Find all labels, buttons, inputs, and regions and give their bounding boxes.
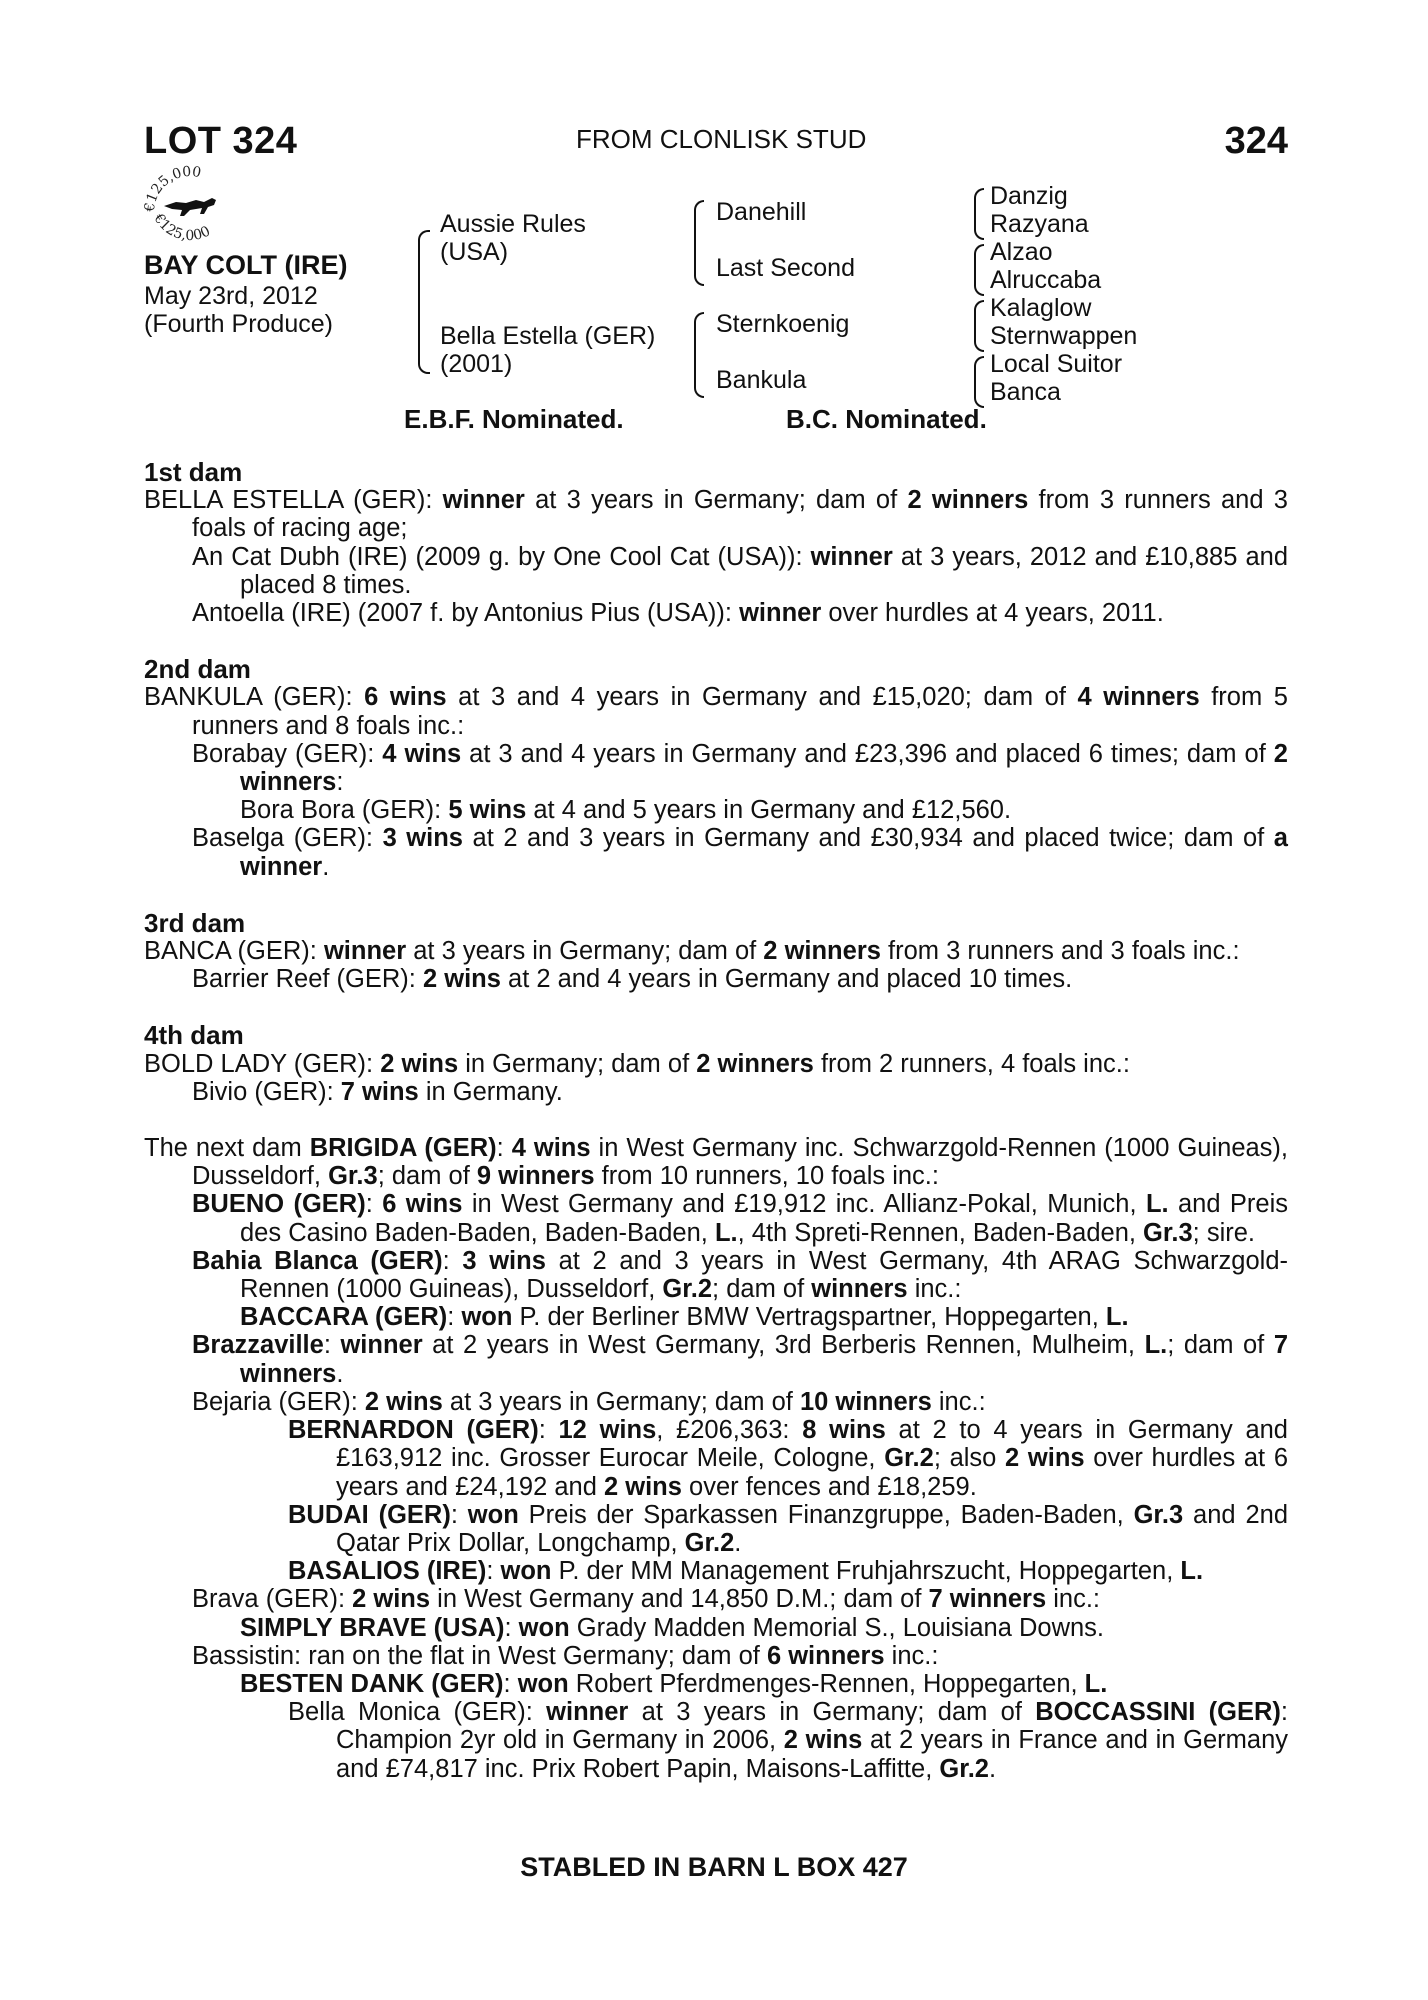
dam: Bella Estella (GER) (2001) (440, 322, 656, 378)
lot-title: LOT 324 (144, 120, 298, 162)
svg-text:€125,000: €125,000 (150, 211, 213, 245)
bc-nominated: B.C. Nominated. (786, 404, 987, 434)
sire-dam: Last Second (716, 254, 855, 282)
lot-number: 324 (1224, 120, 1288, 162)
sss: Danzig (990, 182, 1068, 210)
pedigree-brace (974, 300, 984, 352)
dam-line-text: 1st dam BELLA ESTELLA (GER): winner at 3 years in Germany; dam of 2 winners from 3 runners and 3 foals of racing age; An Cat Dubh (IRE) (2009 g. by One Cool Cat (USA)): winner at 3 years, 2012 and £10,885 and placed 8 times. Antoella (IRE) (2007 f. by Antonius Pius (USA)): winner over hurdles at 4 years, 2011. 2nd dam BANKULA (GER): 6 wins at 3 and 4 years in Germany and £15,020; dam of 4 winners from 5 runners and 8 foals inc.: Borabay (GER): 4 wins at 3 and 4 years in Germany and £23,396 and placed 6 times; dam of 2 winners: Bora Bora (GER): 5 wins at 4 and 5 years in Germany and £12,560. Baselga (GER): 3 wins at 2 and 3 years in Germany and £30,934 and placed twice; dam of a winner. 3rd dam BANCA (GER): winner at 3 years in Germany; dam of 2 winners from 3 runners and 3 foals inc.: Barrier Reef (GER): 2 wins at 2 and 4 years in Germany and placed 10 times. 4th dam BOLD LADY (GER): 2 wins in Germany; dam of 2 winners from 2 runners, 4 foals inc.: Bivio (GER): 7 wins in Germany. The next dam BRIGIDA (GER): 4 wins in West Germany inc. Schwarzgold-Rennen (1000 Guineas), Dusseldorf, Gr.3; dam of 9 winners from 10 runners, 10 foals inc.: BUENO (GER): 6 wins in West Germany and £19,912 inc. Allianz-Pokal, Munich, L. and Preis des Casino Baden-Baden, Baden-Baden, L., 4th Spreti-Rennen, Baden-Baden, Gr.3; sire. Bahia Blanca (GER): 3 wins at 2 and 3 years in West Germany, 4th ARAG Schwarzgold-Rennen (1000 Guineas), Dusseldorf, Gr.2; dam of winners inc.: BACCARA (GER): won P. der Berliner BMW Vertragspartner, Hoppegarten, L. Brazzaville: winner at 2 years in West Germany, 3rd Berberis Rennen, Mulheim, L.; dam of 7 winners. Bejaria (GER): 2 wins at 3 years in Germany; dam of 10 winners inc.: BERNARDON (GER): 12 wins, £206,363: 8 wins at 2 to 4 years in Germany and £163,912 inc. Grosser Eurocar Meile, Cologne, Gr.2; also 2 wins over hurdles at 6 years and £24,192 and 2 wins over fences and £18,259. BUDAI (GER): won Preis der Sparkassen Finanzgruppe, Baden-Baden, Gr.3 and 2nd Qatar Prix Dollar, Longchamp, Gr.2. BASALIOS (IRE): won P. der MM Management Fruhjahrszucht, Hoppegarten, L. Brava (GER): 2 wins in West Germany and 14,850 D.M.; dam of 7 winners inc.: SIMPLY BRAVE (USA): won Grady Madden Memorial S., Louisiana Downs. Bassistin: ran on the flat in West Germany; dam of 6 winners inc.: BESTEN DANK (GER): won Robert Pferdmenges-Rennen, Hoppegarten, L. Bella Monica (GER): winner at 3 years in Germany; dam of BOCCASSINI (GER): Champion 2yr old in Germany in 2006, 2 wins at 2 years in France and in Germany and £74,817 inc. Prix Robert Papin, Maisons-Laffitte, Gr.2. (144, 457, 1289, 1783)
ssd: Razyana (990, 210, 1089, 238)
dam-sire: Sternkoenig (716, 310, 850, 338)
pedigree-brace (974, 356, 984, 408)
horse-info (144, 282, 333, 338)
dam-dam: Bankula (716, 366, 807, 394)
pedigree-brace (974, 188, 984, 240)
sds: Alzao (990, 238, 1053, 266)
pedigree-brace (694, 200, 704, 286)
dss: Kalaglow (990, 294, 1092, 322)
sire-sire: Danehill (716, 198, 807, 226)
produce-note: (Fourth Produce) (144, 310, 333, 338)
ddd: Banca (990, 378, 1061, 406)
pedigree-brace (974, 244, 984, 296)
stabling-note: STABLED IN BARN L BOX 427 (520, 1852, 908, 1882)
dds: Local Suitor (990, 350, 1123, 378)
dsd: Sternwappen (990, 322, 1138, 350)
sdd: Alruccaba (990, 266, 1102, 294)
price-stamp-icon (140, 160, 240, 260)
svg-text:€125,000: €125,000 (141, 163, 203, 213)
foaling-date: May 23rd, 2012 (144, 282, 318, 310)
horse-name: BAY COLT (IRE) (144, 250, 348, 280)
pedigree-brace (418, 230, 430, 374)
vendor: FROM CLONLISK STUD (576, 124, 867, 154)
pedigree-brace (694, 312, 704, 398)
ebf-nominated: E.B.F. Nominated. (404, 404, 624, 434)
sire: Aussie Rules (USA) (440, 210, 586, 266)
